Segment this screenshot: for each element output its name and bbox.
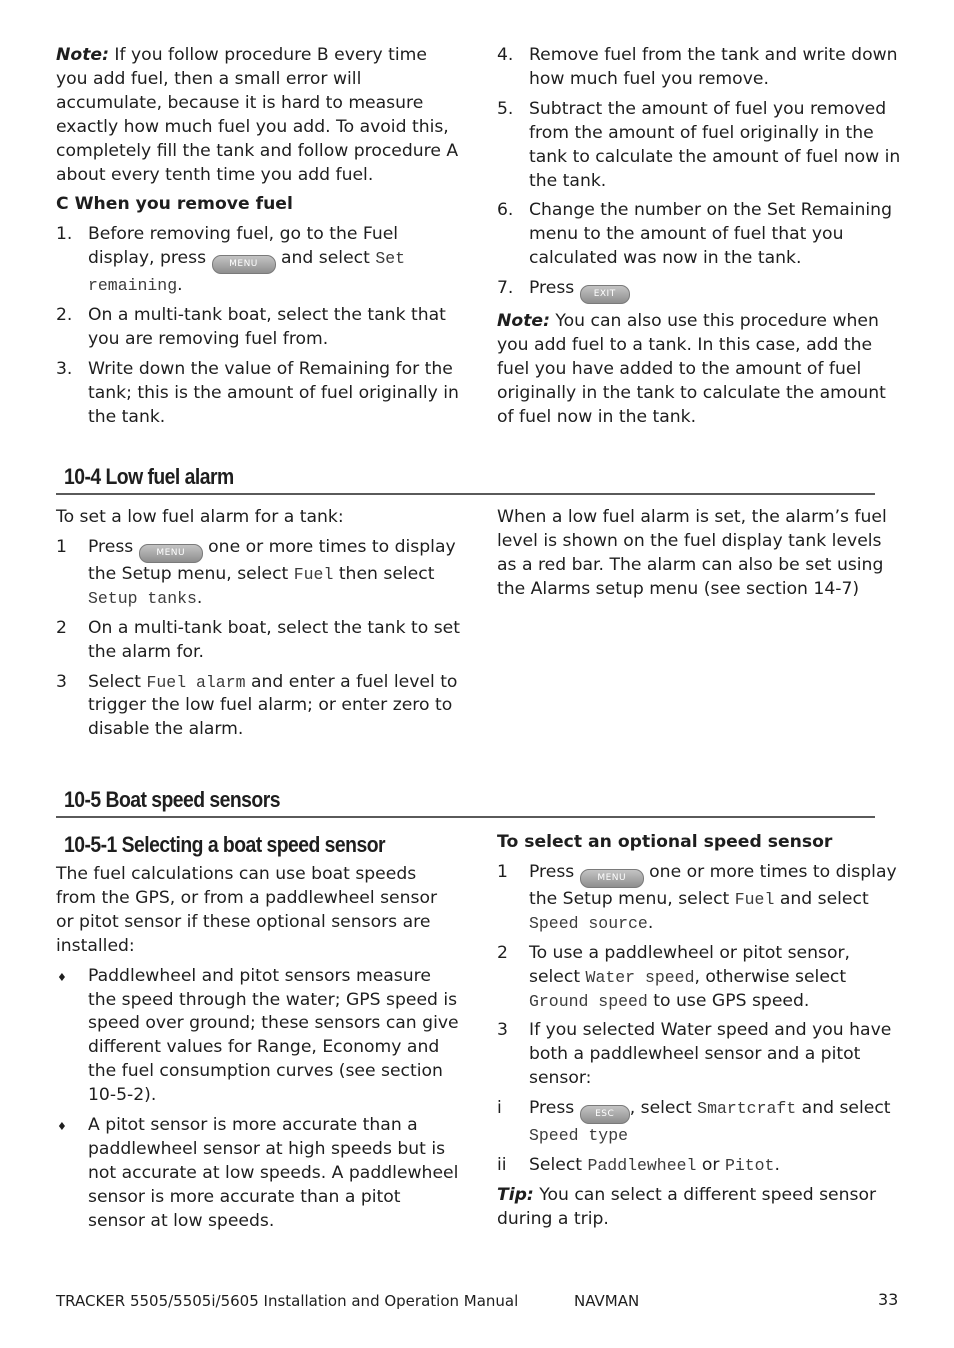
top-left-column	[56, 44, 460, 430]
item-text: , otherwise select	[694, 966, 847, 987]
diamond-bullet-icon: ♦	[57, 1120, 67, 1134]
item-text: .	[177, 275, 183, 296]
item-number: i	[497, 1098, 502, 1119]
list-item	[497, 1154, 902, 1178]
intro-text: The fuel calculations can use boat speeds from the GPS, or from a paddlewheel sensor or pitot sensor if these optional sensors are installed:	[56, 864, 438, 956]
top-right-column	[497, 44, 902, 430]
item-text: then select	[338, 563, 435, 584]
menu-option-code: Fuel	[734, 889, 775, 909]
item-number: 1	[497, 861, 508, 882]
section-10-5-left	[56, 863, 460, 1234]
item-text: , select	[629, 1098, 692, 1119]
item-number: 3	[56, 671, 67, 692]
intro-text: To set a low fuel alarm for a tank:	[56, 507, 344, 527]
item-number: 2	[497, 942, 508, 963]
procedure-heading: To select an optional speed sensor	[497, 832, 833, 852]
subsection-heading-10-5-1: 10-5-1 Selecting a boat speed sensor	[64, 832, 385, 857]
item-text: Select	[529, 1155, 583, 1176]
list-item	[56, 965, 460, 1108]
item-number: 3	[497, 1020, 508, 1041]
note-paragraph	[56, 44, 460, 187]
item-text: If you selected Water speed and you have both a paddlewheel sensor and a pitot sensor:	[529, 1020, 892, 1089]
section-heading-10-4: 10-4 Low fuel alarm	[64, 464, 234, 489]
item-number: 1.	[56, 224, 73, 245]
list-item	[497, 199, 902, 271]
item-text: Subtract the amount of fuel you removed from the amount of fuel originally in the tank to calculate the amount of fuel now in the tank.	[529, 98, 901, 191]
item-number: 4.	[497, 45, 514, 65]
item-text: .	[647, 912, 654, 933]
list-item	[56, 223, 460, 298]
list-item	[497, 861, 902, 936]
menu-option-code: Speed source	[529, 913, 648, 933]
section-10-4-right	[497, 506, 902, 602]
list-item	[497, 98, 902, 194]
item-number: 1	[56, 536, 67, 557]
list-item	[497, 1097, 902, 1148]
tip-text: You can select a different speed sensor during a trip.	[497, 1184, 877, 1229]
diamond-bullet-icon: ♦	[57, 970, 67, 984]
item-text: Change the number on the Set Remaining menu to the amount of fuel that you calculated was now in the tank.	[529, 200, 892, 269]
list-item	[56, 304, 460, 352]
list-item	[56, 536, 460, 611]
menu-option-code: Set remaining	[88, 249, 406, 296]
item-number: 2.	[56, 305, 73, 326]
item-text: Before removing fuel, go to the Fuel display, press	[88, 224, 399, 269]
list-item	[56, 358, 460, 430]
list-item	[497, 1019, 902, 1091]
menu-option-code: Water speed	[585, 967, 695, 987]
item-text: and enter a fuel level to trigger the low fuel alarm; or enter zero to disable the alarm.	[88, 671, 458, 740]
note-label: Note:	[56, 45, 109, 65]
item-text: and select	[801, 1098, 891, 1119]
section-divider	[56, 816, 875, 818]
item-text: .	[774, 1155, 780, 1176]
section-heading-10-5: 10-5 Boat speed sensors	[64, 787, 280, 812]
menu-option-code: Fuel alarm	[146, 672, 246, 692]
footer-manual-title: TRACKER 5505/5505i/5605 Installation and Operation Manual	[56, 1292, 519, 1310]
menu-key-icon: MENU	[580, 869, 644, 888]
item-text: On a multi-tank boat, select the tank to set the alarm for.	[88, 617, 460, 662]
item-text: Press	[88, 536, 134, 557]
item-text: Press	[529, 861, 575, 882]
section-10-4-left	[56, 506, 460, 742]
footer-brand: NAVMAN	[574, 1292, 640, 1310]
menu-option-code: Paddlewheel	[587, 1156, 697, 1176]
item-text: Paddlewheel and pitot sensors measure the speed through the water; GPS speed is speed over ground; these sensors can give different values for Range, Economy and the fuel consumption curves (see section 10-5-2).	[88, 965, 459, 1106]
tip-label: Tip:	[497, 1184, 534, 1205]
item-number: 6.	[497, 200, 514, 221]
menu-option-code: Speed type	[529, 1126, 629, 1146]
menu-option-code: Pitot	[724, 1156, 775, 1176]
item-number: 2	[56, 617, 67, 638]
list-item	[56, 1114, 460, 1234]
menu-option-code: Smartcraft	[697, 1099, 797, 1119]
item-text: .	[196, 587, 203, 608]
item-text: and select	[779, 888, 869, 909]
page-number: 33	[878, 1290, 899, 1309]
esc-key-icon: ESC	[580, 1105, 630, 1124]
menu-option-code: Fuel	[293, 564, 334, 584]
menu-key-icon: MENU	[139, 544, 203, 563]
section-c-heading: C When you remove fuel	[56, 194, 293, 215]
item-text: to use GPS speed.	[653, 990, 810, 1011]
item-text: or	[701, 1155, 720, 1176]
tip-paragraph	[497, 1184, 902, 1232]
list-item	[497, 942, 902, 1014]
note-paragraph	[497, 310, 902, 430]
exit-key-icon: EXIT	[580, 285, 630, 304]
note-text: If you follow procedure B every time you add fuel, then a small error will accumulate, because it is hard to measure exactly how much fuel you add. To avoid this, completely fill the tank and follow procedure A about every tenth time you add fuel.	[56, 45, 459, 185]
item-text: and select	[280, 248, 370, 269]
section-divider	[56, 493, 875, 495]
list-item	[56, 617, 460, 665]
item-text: one or more times to display the Setup menu, select	[529, 861, 897, 909]
item-text: On a multi-tank boat, select the tank that you are removing fuel from.	[88, 305, 446, 350]
item-number: 3.	[56, 358, 73, 379]
menu-option-code: Ground speed	[529, 991, 648, 1011]
item-number: ii	[497, 1155, 507, 1176]
item-text: A pitot sensor is more accurate than a paddlewheel sensor at high speeds but is not accurate at low speeds. A paddlewheel sensor is more accurate than a pitot sensor at low speeds.	[88, 1115, 459, 1231]
item-text: one or more times to display the Setup menu, select	[88, 536, 456, 584]
list-item	[497, 277, 902, 304]
list-item	[497, 44, 902, 92]
item-text: Select	[88, 671, 142, 692]
list-item	[56, 671, 460, 743]
section-10-5-right	[497, 831, 902, 1232]
item-number: 7.	[497, 278, 514, 299]
menu-key-icon: MENU	[212, 255, 276, 274]
note-label: Note:	[497, 311, 550, 332]
item-text: Remove fuel from the tank and write down how much fuel you remove.	[529, 45, 898, 89]
item-text: To use a paddlewheel or pitot sensor, select	[529, 942, 850, 987]
item-text: Press	[529, 1098, 575, 1119]
menu-option-code: Setup tanks	[88, 588, 197, 608]
alarm-description: When a low fuel alarm is set, the alarm’s fuel level is shown on the fuel display tank levels as a red bar. The alarm can also be set using the Alarms setup menu (see section 14-7)	[497, 507, 887, 599]
note-text: You can also use this procedure when you add fuel to a tank. In this case, add the fuel you have added to the amount of fuel originally in the tank to calculate the amount of fuel now in the tank.	[497, 311, 886, 427]
item-text: Press	[529, 278, 575, 299]
item-number: 5.	[497, 98, 514, 119]
item-text: Write down the value of Remaining for the tank; this is the amount of fuel originally in the tank.	[88, 358, 459, 427]
